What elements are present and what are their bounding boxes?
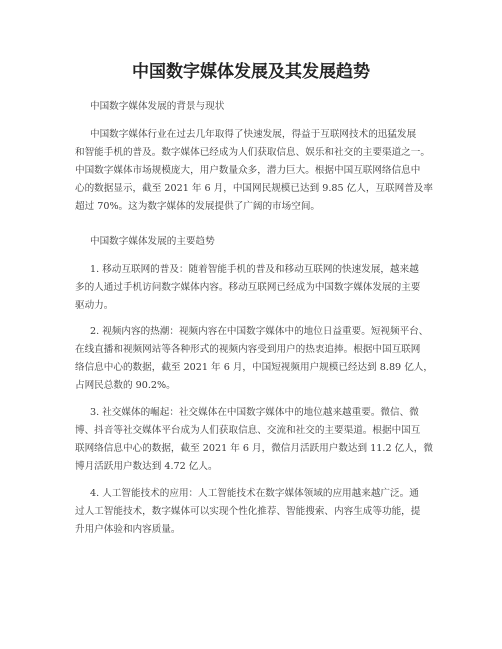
list-item-line: 博、抖音等社交媒体平台成为人们获取信息、交流和社交的主要渠道。根据中国互 [75,425,421,436]
list-item-line: 占网民总数的 90.2%。 [75,380,176,391]
paragraph-line: 和智能手机的普及。数字媒体已经成为人们获取信息、娱乐和社交的主要渠道之一。 [75,147,430,158]
list-item-line: 络信息中心的数据，截至 2021 年 6 月，中国短视频用户规模已经达到 8.89 亿人， [75,362,433,373]
document-title: 中国数字媒体发展及其发展趋势 [132,62,370,82]
list-item-line: 驱动力。 [75,300,114,311]
list-item-line: 升用户体验和内容质量。 [75,524,181,535]
list-item-line: 过人工智能技术，数字媒体可以实现个性化推荐、智能搜索、内容生成等功能，提 [75,506,421,517]
list-item-line: 1. 移动互联网的普及：随着智能手机的普及和移动互联网的快速发展，越来越 [90,264,419,275]
paragraph-line: 超过 70%。这为数字媒体的发展提供了广阔的市场空间。 [75,201,321,212]
list-item-line: 3. 社交媒体的崛起：社交媒体在中国数字媒体中的地位越来越重要。微信、微 [90,407,419,418]
section-heading-background: 中国数字媒体发展的背景与现状 [90,101,225,112]
paragraph-line: 中国数字媒体行业在过去几年取得了快速发展，得益于互联网技术的迅猛发展 [90,129,417,140]
list-item-line: 多的人通过手机访问数字媒体内容。移动互联网已经成为中国数字媒体发展的主要 [75,282,421,293]
list-item-line: 在线直播和视频网站等各种形式的视频内容受到用户的热衷追捧。根据中国互联网 [75,344,421,355]
section-heading-trends: 中国数字媒体发展的主要趋势 [90,236,215,247]
list-item-line: 2. 视频内容的热潮：视频内容在中国数字媒体中的地位日益重要。短视频平台、 [90,326,429,337]
list-item-line: 4. 人工智能技术的应用：人工智能技术在数字媒体领域的应用越来越广泛。通 [90,488,419,499]
paragraph-line: 中国数字媒体市场规模庞大，用户数量众多，潜力巨大。根据中国互联网络信息中 [75,165,421,176]
paragraph-line: 心的数据显示，截至 2021 年 6 月，中国网民规模已达到 9.85 亿人，互联网普及率 [75,183,433,194]
list-item-line: 联网络信息中心的数据，截至 2021 年 6 月，微信月活跃用户数达到 11.2 亿人，微 [75,443,433,454]
list-item-line: 博月活跃用户数达到 4.72 亿人。 [75,461,218,472]
